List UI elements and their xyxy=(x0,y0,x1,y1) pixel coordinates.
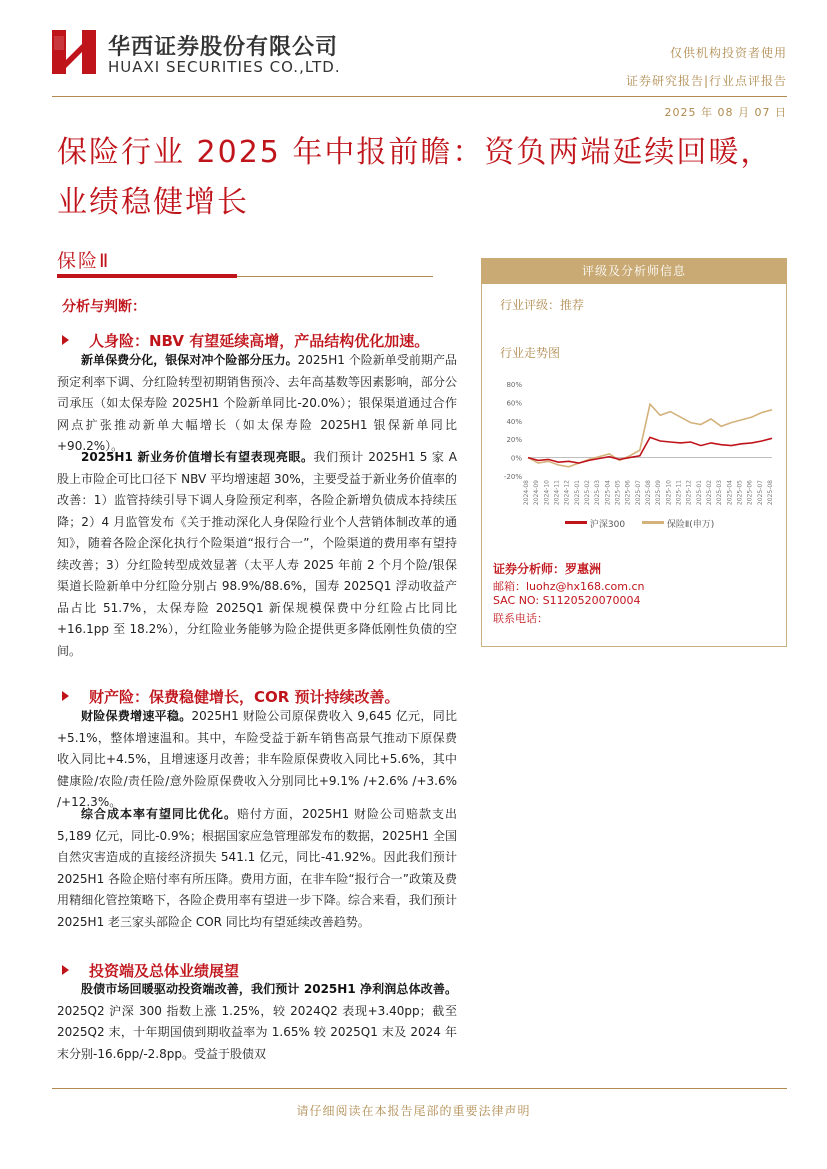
x-tick-label: 2025-01 xyxy=(695,480,703,506)
x-tick-label: 2025-05 xyxy=(736,480,744,506)
legend-label-csi300: 沪深300 xyxy=(589,520,626,530)
section-life-heading: 人身险：NBV 有望延续高增，产品结构优化加速。 xyxy=(62,330,429,351)
y-tick-label: 40% xyxy=(506,417,522,426)
legend-swatch-insurance xyxy=(642,521,664,524)
x-tick-label: 2025-04 xyxy=(726,480,734,506)
header-divider xyxy=(52,96,787,97)
x-tick-label: 2025-11 xyxy=(675,480,683,506)
analyst-email: 邮箱：luohz@hx168.com.cn xyxy=(493,580,645,593)
x-tick-label: 2025-07 xyxy=(756,480,764,506)
x-tick-label: 2025-04 xyxy=(604,480,612,506)
x-tick-label: 2025-02 xyxy=(706,480,713,506)
footer-divider xyxy=(52,1088,787,1089)
analysis-heading: 分析与判断： xyxy=(62,299,146,315)
x-tick-label: 2024-10 xyxy=(543,480,551,506)
y-tick-label: 60% xyxy=(506,399,522,408)
legal-notice: 请仔细阅读在本报告尾部的重要法律声明 xyxy=(296,1104,531,1118)
section-pc-para-1: 财险保费增速平稳。2025H1 财险公司原保费收入 9,645 亿元，同比+5.1%，整体增速温和。其中，车险受益于新车销售高景气推动下原保费收入同比+4.5%，且增速逐月改善；非车险原保费收入同比+5.6%，其中健康险/农险/责任险/意外险原保费收入分别同比+9.1% /+2.6% /+3.6% /+12.3%。 xyxy=(57,709,457,809)
company-name-cn: 华西证券股份有限公司 xyxy=(108,35,339,60)
series-line-csi300 xyxy=(528,437,772,463)
trend-chart xyxy=(490,372,780,532)
x-tick-label: 2024-12 xyxy=(563,480,571,506)
x-tick-label: 2024-11 xyxy=(553,480,561,506)
company-name-en: HUAXI SECURITIES CO.,LTD. xyxy=(108,58,341,76)
analyst-sac-number: SAC NO: S1120520070004 xyxy=(493,594,641,607)
x-tick-label: 2025-06 xyxy=(624,480,632,506)
analyst-phone: 联系电话： xyxy=(493,612,548,625)
section-life-para-1: 新单保费分化，银保对冲个险部分压力。2025H1 个险新单受前期产品预定利率下调、分红险转型初期销售预冷、去年高基数等因素影响，部分公司承压（如太保寿险 2025H1 个险新单同比-20.0%）；银保渠道通过合作网点扩张推动新单大幅增长（如太保寿险 2025H1 银保新单同比+90.2%）。 xyxy=(57,353,457,453)
x-tick-label: 2025-09 xyxy=(655,480,663,506)
x-tick-label: 2025-02 xyxy=(584,480,591,506)
report-title: 保险行业 2025 年中报前瞻：资负两端延续回暖，业绩稳健增长 xyxy=(57,135,773,220)
x-tick-label: 2025-12 xyxy=(685,480,693,506)
huaxi-logo-mark xyxy=(52,30,96,74)
x-tick-label: 2024-09 xyxy=(533,480,541,506)
y-tick-label: -20% xyxy=(503,473,522,481)
legend-label-insurance: 保险Ⅱ(申万) xyxy=(666,520,715,530)
x-tick-label: 2025-07 xyxy=(634,480,642,506)
x-tick-label: 2025-06 xyxy=(746,480,754,506)
triangle-bullet-icon xyxy=(62,965,69,975)
triangle-bullet-icon xyxy=(62,335,69,345)
section-invest-para-1: 股债市场回暖驱动投资端改善，我们预计 2025H1 净利润总体改善。2025Q2 沪深 300 指数上涨 1.25%，较 2024Q2 表现+3.40pp；截至 2025Q2 末，十年期国债到期收益率为 1.65% 较 2025Q1 末及 2024 年末分别-16.6pp/-2.8pp。受益于股债双 xyxy=(57,982,457,1061)
sidebar-header: 评级及分析师信息 xyxy=(481,258,787,284)
section-pc-para-2: 综合成本率有望同比优化。赔付方面，2025H1 财险公司赔款支出 5,189 亿元，同比-0.9%；根据国家应急管理部发布的数据，2025H1 全国自然灾害造成的直接经济损失 541.1 亿元，同比-41.92%。因此我们预计 2025H1 各险企赔付率有所压降。费用方面，在非车险“报行合一”政策及费用精细化管控策略下，各险企费用率有望进一步下降。综合来看，我们预计 2025H1 老三家头部险企 COR 同比均有望延续改善趋势。 xyxy=(57,807,457,929)
industry-label: 保险Ⅱ xyxy=(57,250,111,272)
section-invest-heading: 投资端及总体业绩展望 xyxy=(62,960,239,981)
audience-note: 仅供机构投资者使用 xyxy=(669,46,787,60)
y-tick-label: 0% xyxy=(510,454,522,463)
x-tick-label: 2025-08 xyxy=(767,480,774,506)
legend-swatch-csi300 xyxy=(565,521,587,524)
x-tick-label: 2025-03 xyxy=(716,480,724,506)
x-tick-label: 2025-03 xyxy=(594,480,602,506)
trend-chart-title: 行业走势图 xyxy=(500,346,561,360)
triangle-bullet-icon xyxy=(62,691,69,701)
analyst-name: 证券分析师：罗惠洲 xyxy=(493,562,602,576)
section-pc-heading: 财产险：保费稳健增长，COR 预计持续改善。 xyxy=(62,686,400,707)
section-life-para-2: 2025H1 新业务价值增长有望表现亮眼。我们预计 2025H1 5 家 A 股上市险企可比口径下 NBV 平均增速超 30%，主要受益于新业务价值率的改善：1）监管持续引导下调人身险预定利率，各险企新增负债成本持续压降；2）4 月监管发布《关于推动深化人身保险行业个人营销体制改革的通知》，随着各险企深化执行个险渠道“报行合一”，个险渠道的费用率有望持续改善；3）分红险转型成效显著（太平人寿 2025 年前 2 个月个险/银保渠道长险新单中分红险分别占 98.9%/88.6%，国寿 2025Q1 浮动收益产品占比 51.7%，太保寿险 2025Q1 新保规模保费中分红险占比同比+16.1pp 至 18.2%），分红险业务能够为险企提供更多降低刚性负债的空间。 xyxy=(57,450,457,658)
x-tick-label: 2024-08 xyxy=(523,480,530,506)
y-tick-label: 20% xyxy=(506,436,522,445)
industry-rating: 行业评级：推荐 xyxy=(500,298,585,312)
x-tick-label: 2025-01 xyxy=(573,480,581,506)
report-type: 证券研究报告|行业点评报告 xyxy=(625,74,787,88)
x-tick-label: 2025-08 xyxy=(645,480,652,506)
chart-legend xyxy=(565,517,714,530)
x-tick-label: 2025-10 xyxy=(665,480,673,506)
y-tick-label: 80% xyxy=(506,381,522,389)
industry-accent-bar xyxy=(57,274,237,278)
x-tick-label: 2025-05 xyxy=(614,480,622,506)
report-date: 2025 年 08 月 07 日 xyxy=(664,106,787,119)
